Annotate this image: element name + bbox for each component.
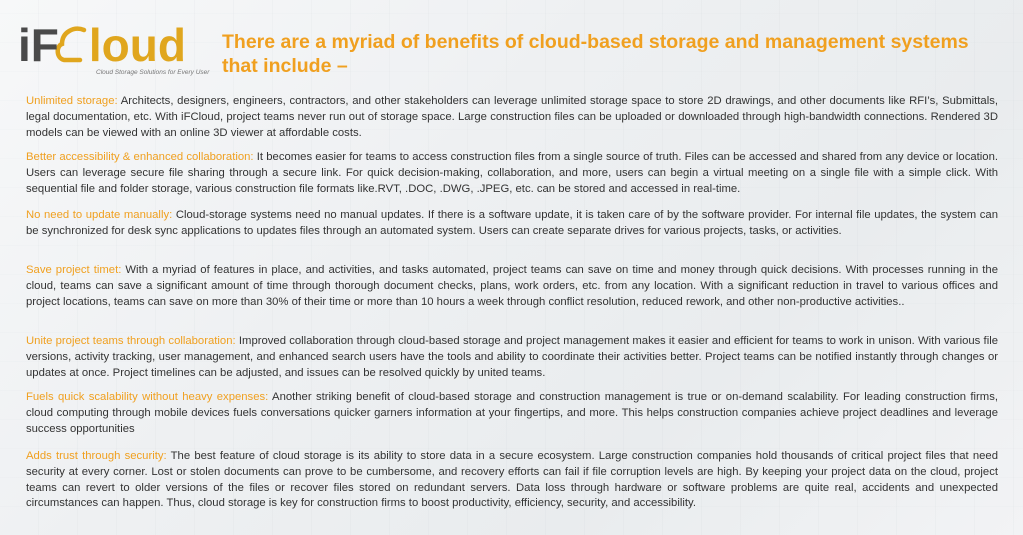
benefit-label: Better accessibility & enhanced collaboration:	[26, 151, 254, 163]
benefit-label: No need to update manually:	[26, 209, 173, 221]
logo-wordmark	[18, 19, 186, 71]
benefit-text: The best feature of cloud storage is its ability to store data in a secure ecosystem. Large construction companies hold thousands of critical project files that need security at every corner. Lost or stolen documents can prove to be cumbersome, and recovery efforts can fail if file corruption levels are high. By keeping your project data on the cloud, project teams can revert to older versions of the files or recover files stored on redundant servers. Data loss through hardware or software problems are quite real, accidents and unexpected circumstances can happen. Thus, cloud storage is key for construction firms to boost productivity, efficiency, security, and accessibility.	[26, 450, 998, 510]
benefit-paragraph	[26, 94, 998, 141]
benefit-label: Fuels quick scalability without heavy expenses:	[26, 391, 269, 403]
benefit-paragraph	[26, 208, 998, 240]
benefit-label: Unite project teams through collaboration:	[26, 335, 236, 347]
benefit-paragraph	[26, 150, 998, 197]
benefit-text: Cloud-storage systems need no manual updates. If there is a software update, it is taken care of by the software provider. For internal file updates, the system can be synchronized for desk sync applications to updates files through an automated system. Users can create separate drives for various projects, tasks, or activities.	[26, 209, 998, 237]
logo-rest: loud	[88, 19, 186, 71]
benefit-label: Adds trust through security:	[26, 450, 167, 462]
ifcloud-logo	[18, 19, 210, 80]
benefit-paragraph	[26, 263, 998, 310]
benefit-text: With a myriad of features in place, and activities, and tasks automated, project teams can save on time and money through quick decisions. With processes running in the cloud, teams can save a significant amount of time through thorough document checks, plans, work orders, etc. from any location. With a significant reduction in travel to various offices and project locations, teams can save on more than 30% of their time or more than 10 hours a week through conflict resolution, reduced rework, and other non-productive activities..	[26, 264, 998, 308]
benefit-text: It becomes easier for teams to access construction files from a single source of truth. Files can be accessed and shared from any device or location. Users can leverage secure file sharing through a secure link. For quick decision-making, collaboration, and more, users can begin a virtual meeting on a single file with a simple click. With sequential file and folder storage, various construction file formats like.RVT, .DOC, .DWG, .JPEG, etc. can be stored and accessed in real-time.	[26, 151, 998, 195]
benefit-label: Unlimited storage:	[26, 95, 118, 107]
logo-tagline: Cloud Storage Solutions for Every User	[96, 69, 210, 76]
benefit-text: Another striking benefit of cloud-based storage and construction management is true or on-demand scalability. For leading construction firms, cloud computing through mobile devices fuels conversations quicker garners information at your fingertips, and more. This helps construction companies achieve project deadlines and leverage success opportunities	[26, 391, 998, 435]
page-heading: There are a myriad of benefits of cloud-based storage and management systems that include –	[222, 31, 969, 77]
benefit-paragraph	[26, 390, 998, 437]
logo-prefix: iF	[18, 19, 59, 71]
benefit-paragraph	[26, 449, 998, 512]
benefit-text: Architects, designers, engineers, contractors, and other stakeholders can leverage unlimited storage space to store 2D drawings, and other documents like RFI’s, Submittals, legal documentation, etc. With iFCloud, project teams never run out of storage space. Large construction files can be uploaded or downloaded through high-bandwidth connections. Rendered 3D models can be viewed with an online 3D viewer at affordable costs.	[26, 95, 998, 139]
benefit-text: Improved collaboration through cloud-based storage and project management makes it easier and efficient for teams to work in unison. With various file versions, activity tracking, user management, and enhanced search users have the tools and ability to coordinate their activities better. Project teams can be notified instantly through changes or updates at once. Project timelines can be adjusted, and issues can be resolved quickly by united teams.	[26, 335, 998, 379]
benefit-label: Save project timet:	[26, 264, 122, 276]
benefit-paragraph	[26, 334, 998, 381]
